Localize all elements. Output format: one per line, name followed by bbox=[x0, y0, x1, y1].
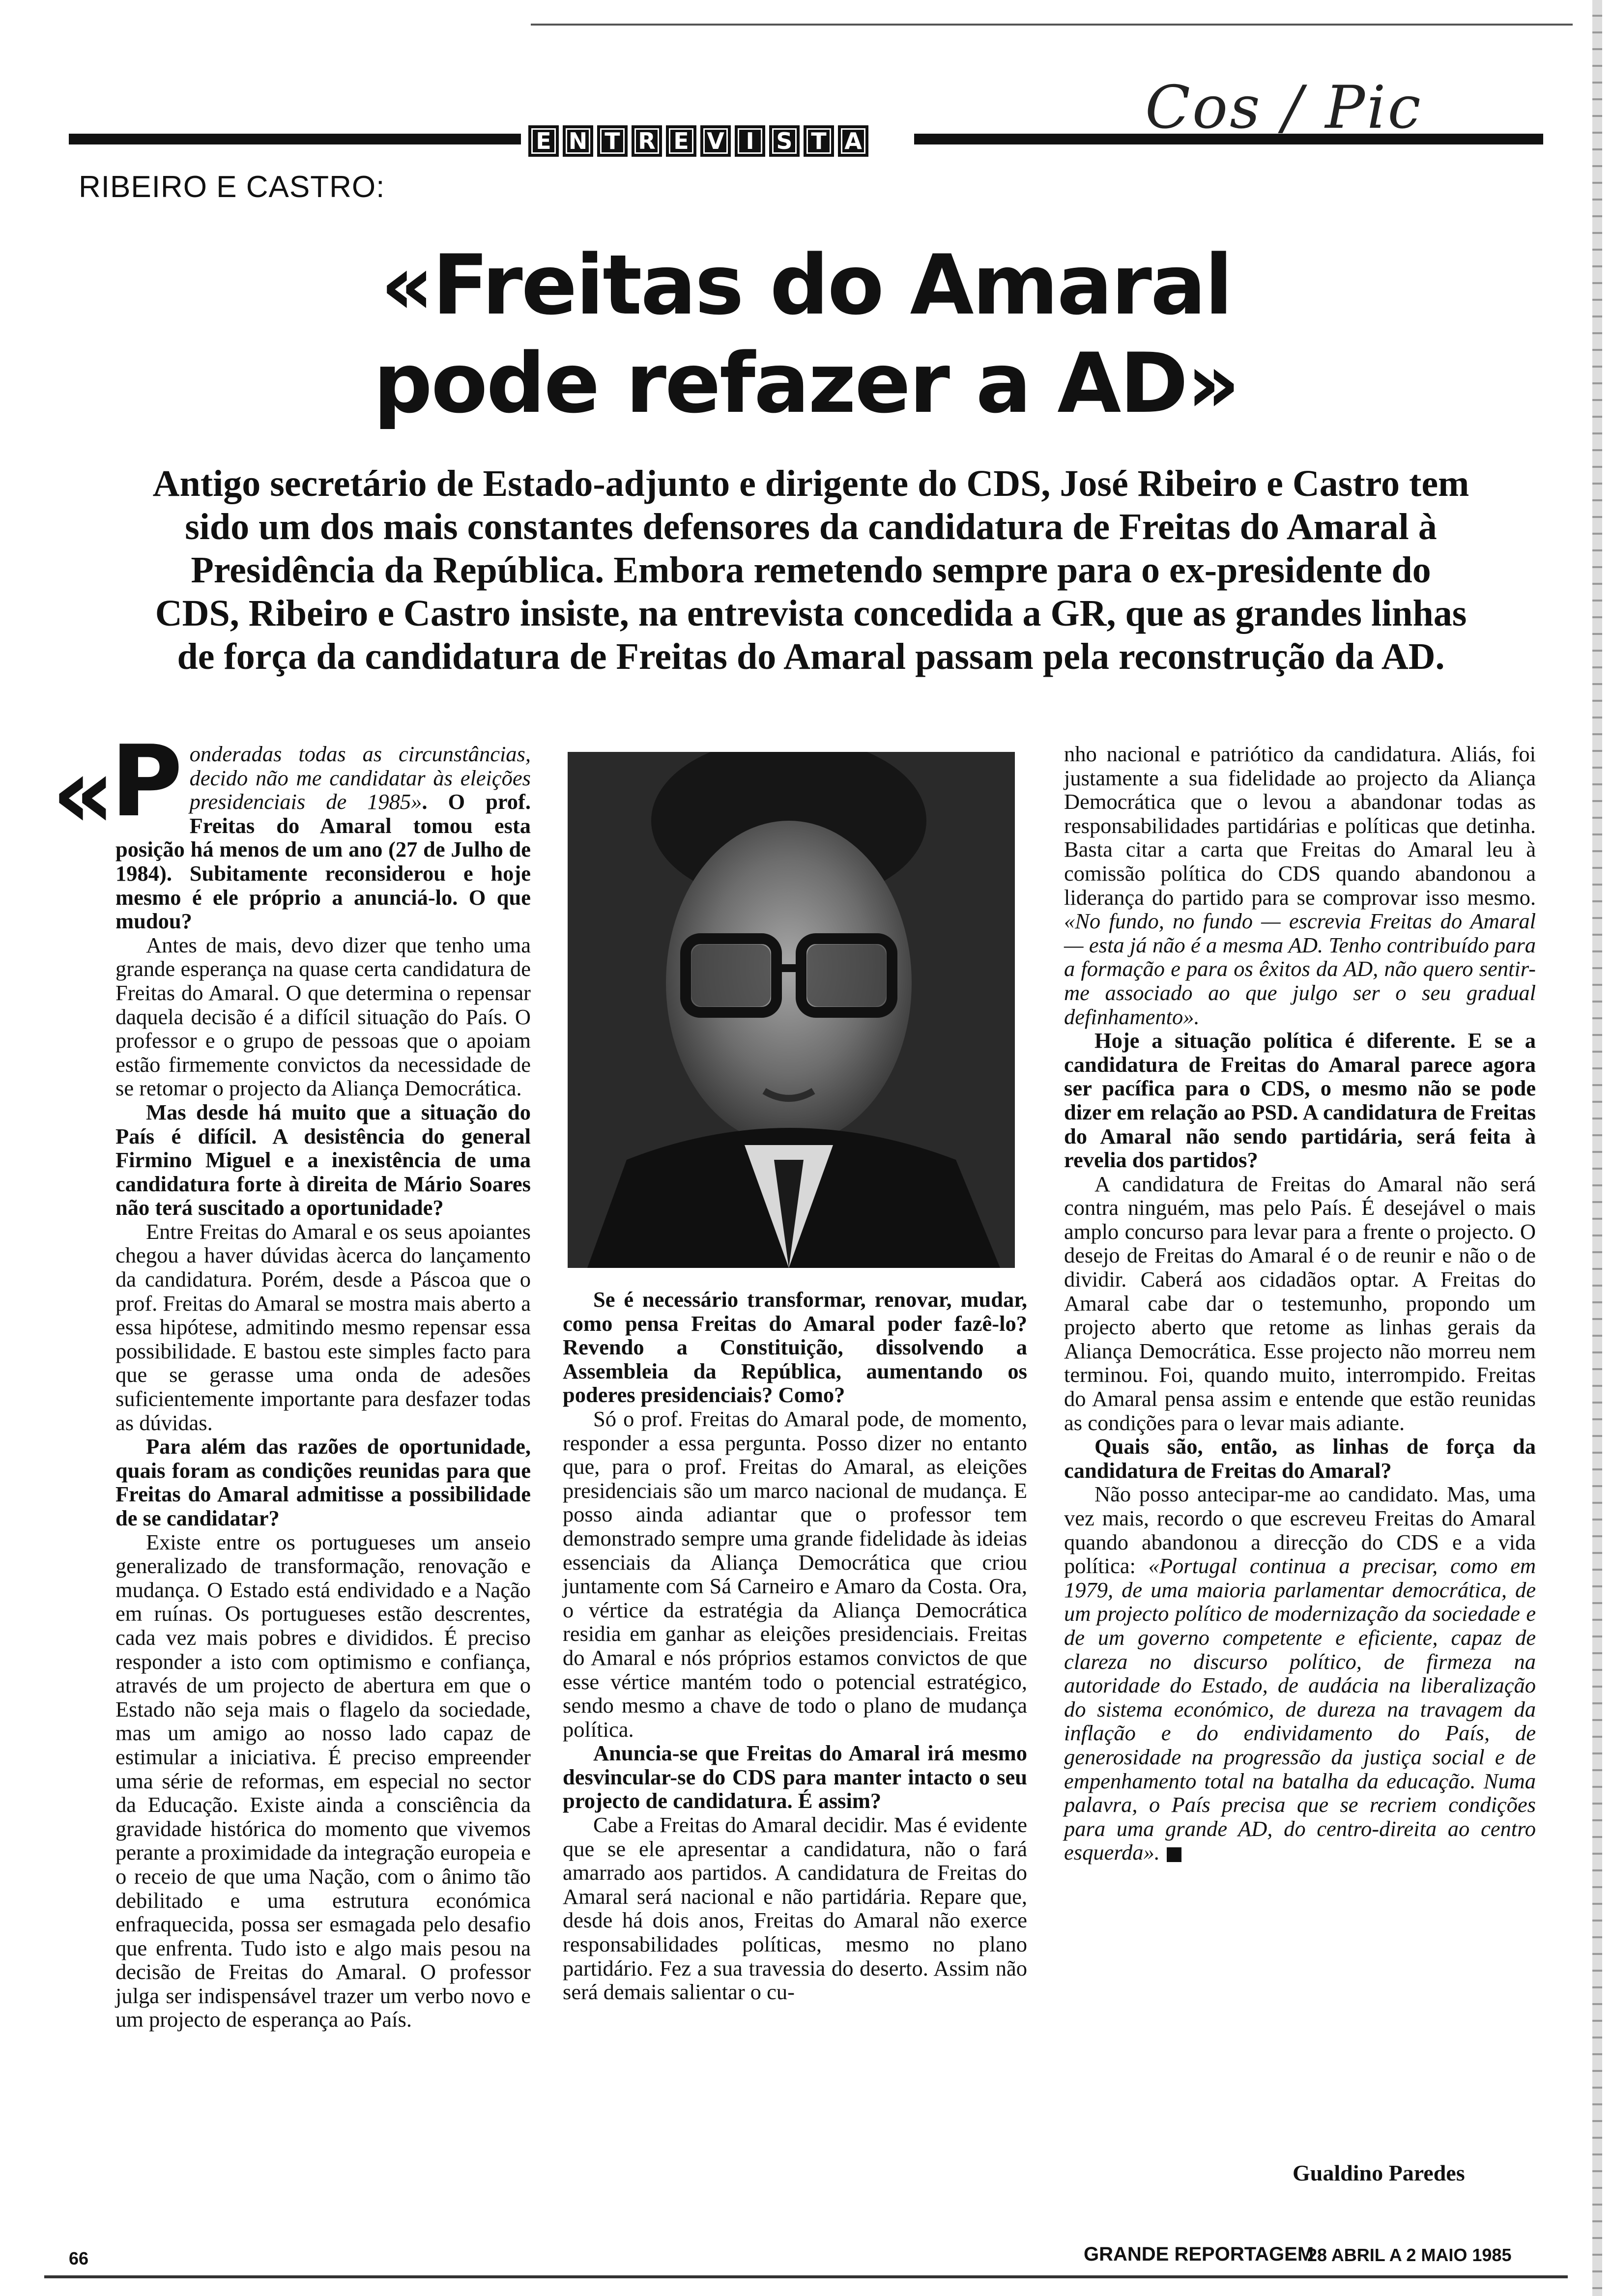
column-3-body bbox=[1064, 1029, 1536, 1482]
interview-question: Quais são, então, as linhas de força da candidatura de Freitas do Amaral? bbox=[1064, 1434, 1536, 1483]
column-2-body bbox=[563, 1288, 1027, 2004]
interview-answer: Cabe a Freitas do Amaral decidir. Mas é evidente que se ele apresentar a candidatura, não o fará amarrado aos partidos. A candidatura de Freitas do Amaral será nacional e não partidária. Repare que, desde há dois anos, Freitas do Amaral não exerce responsabilidades políticas, mesmo no plano partidário. Fez a sua travessia do deserto. Assim não será demais salientar o cu- bbox=[563, 1812, 1027, 2005]
column-1-body bbox=[115, 933, 531, 2032]
column-3-intro bbox=[1064, 742, 1536, 1029]
interview-answer: A candidatura de Freitas do Amaral não será contra ninguém, mas pelo País. É desejável o mais amplo concurso para levar para a frente o projecto. O desejo de Freitas do Amaral é o de reunir e não o de dividir. Caberá aos cidadãos optar. A Freitas do Amaral cabe dar o testemunho, propondo um projecto aberto que retome as linhas gerais da Aliança Democrática. Esse projecto não morreu nem terminou. Foi, quando muito, interrompido. Freitas do Amaral pensa assim e entende que estão reunidas as condições para o levar mais adiante. bbox=[1064, 1171, 1536, 1435]
interview-answer: Antes de mais, devo dizer que tenho uma grande esperança na quase certa candidatura de Freitas do Amaral. O que determina o repensar daquela decisão é a difícil situação do País. O professor e o grupo de pessoas que o apoiam estão firmemente convictos da necessidade de se retomar o projecto da Aliança Democrática. bbox=[115, 932, 531, 1101]
section-letter: E bbox=[666, 125, 696, 157]
headline-line-1: «Freitas do Amaral bbox=[380, 237, 1232, 333]
headline bbox=[0, 236, 1612, 432]
interview-answer: Só o prof. Freitas do Amaral pode, de momento, responder a essa pergunta. Posso dizer no entanto que, para o prof. Freitas do Amaral, as eleições presidenciais são um marco nacional de mudança. E posso ainda adiantar que o professor tem demonstrado sempre uma grande fidelidade às ideias essenciais da Aliança Democrática que criou juntamente com Sá Carneiro e Amaro da Costa. Ora, o vértice da estratégia da Aliança Democrática residia em ganhar as eleições presidenciais. Freitas do Amaral e nós próprios estamos convictos de que esse vértice mantém todo o potencial estratégico, sendo mesmo a chave de todo o plano de mudança política. bbox=[563, 1406, 1027, 1742]
column-3-intro-text: nho nacional e patriótico da candidatura. Aliás, foi justamente a sua fidelidade ao projecto da Aliança Democrática que o levou a abandonar todas as responsabilidades partidárias e políticas que detinha. Basta citar a carta que Freitas do Amaral leu à comissão política do CDS quando abandonou a liderança do partido para se comprovar isso mesmo. bbox=[1064, 742, 1536, 910]
top-rule bbox=[531, 24, 1573, 26]
section-letter: E bbox=[528, 125, 559, 157]
section-letter: V bbox=[700, 125, 731, 157]
section-label-entrevista bbox=[528, 125, 868, 157]
portrait-illustration bbox=[568, 752, 1015, 1268]
section-letter: I bbox=[735, 125, 765, 157]
bottom-rule bbox=[44, 2275, 1568, 2278]
section-letter: T bbox=[597, 125, 628, 157]
interview-question: Se é necessário transformar, renovar, mudar, como pensa Freitas do Amaral poder fazê-lo? Revendo a Constituição, dissolvendo a Assembleia da República, aumentando os poderes presidenciais? Como? bbox=[563, 1287, 1027, 1407]
headline-line-2: pode refazer a AD» bbox=[373, 335, 1239, 431]
interview-question: Para além das razões de oportunidade, quais foram as condições reunidas para que Freitas do Amaral admitisse a possibilidade de se candidatar? bbox=[115, 1434, 531, 1530]
interview-answer: Entre Freitas do Amaral e os seus apoiantes chegou a haver dúvidas àcerca do lançamento da candidatura. Porém, desde a Páscoa que o prof. Freitas do Amaral se mostra mais aberto a essa hipótese, admitindo mesmo repensar essa possibilidade. E bastou este simples facto para que se gerasse uma onda de adesões suficientemente importante para desfazer todas as dúvidas. bbox=[115, 1219, 531, 1435]
column-3-final-answer bbox=[1064, 1482, 1536, 1865]
interview-answer: Existe entre os portugueses um anseio generalizado de transformação, renovação e mudança. O Estado está endividado e a Nação em ruínas. Os portugueses estão descrentes, cada vez mais pobres e divididos. É preciso responder a isto com optimismo e confiança, através de um projecto de abertura em que o Estado não seja mais o flagelo da sociedade, mas um amigo ao nosso lado capaz de estimular a iniciativa. É preciso empreender uma série de reformas, em especial no sector da Educação. Existe ainda a consciência da gravidade histórica do momento que vivemos perante a proximidade da integração europeia e o receio de que uma Nação, com o ânimo tão debilitado e uma estrutura económica enfraquecida, possa ser esmagada pelo desafio que enfrenta. Tudo isto e algo mais pesou na decisão de Freitas do Amaral. O professor julga ser indispensável trazer um verbo novo e um projecto de esperança ao País. bbox=[115, 1529, 531, 2032]
interview-question: Anuncia-se que Freitas do Amaral irá mesmo desvincular-se do CDS para manter intacto o seu projecto de candidatura. É assim? bbox=[563, 1741, 1027, 1813]
section-letter: S bbox=[769, 125, 800, 157]
column-3-final-quote: «Portugal continua a precisar, como em 1979, de uma maioria parlamentar democrática, de um projecto político de modernização da sociedade e de um governo competente e eficiente, capaz de clareza no discurso político, de firmeza na autoridade do Estado, de audácia na liberalização do sistema económico, de dureza na travagem da inflação e do endividamento do País, de generosidade na progressão da justiça social e de empenhamento total na batalha da educação. Numa palavra, o País precisa que se recriem condições para uma grande AD, do centro-direita ao centro esquerda». bbox=[1064, 1553, 1536, 1865]
opening-quote-text: onderadas todas as circunstâncias, decido não me candidatar às eleições presidenciais de 1985» bbox=[189, 742, 531, 814]
column-3 bbox=[1064, 742, 1536, 1865]
lead-paragraph: Antigo secretário de Estado-adjunto e dirigente do CDS, José Ribeiro e Castro tem sido um dos mais constantes defensores da candidatura de Freitas do Amaral à Presidência da República. Embora remetendo sempre para o ex-presidente do CDS, Ribeiro e Castro insiste, na entrevista concedida a GR, que as grandes linhas de força da candidatura de Freitas do Amaral passam pela reconstrução da AD. bbox=[152, 463, 1469, 677]
column-1 bbox=[111, 724, 531, 2032]
portrait-photo bbox=[568, 752, 1015, 1268]
publication-name: GRANDE REPORTAGEM bbox=[1084, 2243, 1314, 2265]
end-mark bbox=[1167, 1847, 1181, 1862]
opening-question bbox=[111, 724, 531, 934]
handwritten-note: Cos / Pic bbox=[1145, 74, 1423, 142]
section-letter: T bbox=[804, 125, 834, 157]
opening-question-text: . O prof. Freitas do Amaral tomou esta posição há menos de um ano (27 de Julho de 1984). Subitamente reconsiderou e hoje mesmo é ele próprio a anunciá-lo. O que mudou? bbox=[115, 789, 531, 934]
kicker: RIBEIRO E CASTRO: bbox=[79, 170, 385, 204]
section-letter: R bbox=[632, 125, 662, 157]
opening-quote-mark: « bbox=[52, 736, 115, 851]
column-3-intro-quote: «No fundo, no fundo — escrevia Freitas do Amaral — esta já não é a mesma AD. Tenho contribuído para a formação e para os êxitos da AD, não quero sentir-me associado ao que julgo ser o seu gradual definhamento». bbox=[1064, 909, 1536, 1029]
issue-date: 28 ABRIL A 2 MAIO 1985 bbox=[1307, 2245, 1512, 2265]
section-band-left bbox=[69, 134, 521, 144]
author-signature: Gualdino Paredes bbox=[1293, 2160, 1465, 2185]
interview-question: Mas desde há muito que a situação do País é difícil. A desistência do general Firmino Miguel e a inexistência de uma candidatura forte à direita de Mário Soares não terá suscitado a oportunidade? bbox=[115, 1099, 531, 1220]
section-letter: N bbox=[563, 125, 593, 157]
section-letter: A bbox=[838, 125, 868, 157]
column-3-final-text: Não posso antecipar-me ao candidato. Mas, uma vez mais, recordo o que escreveu Freitas do Amaral quando abandonou a direcção do CDS e a vida política: bbox=[1064, 1482, 1536, 1578]
page-number: 66 bbox=[69, 2248, 89, 2268]
column-2 bbox=[563, 1288, 1027, 2004]
interview-question: Hoje a situação política é diferente. E se a candidatura de Freitas do Amaral parece agora ser pacífica para o CDS, o mesmo não se pode dizer em relação ao PSD. A candidatura de Freitas do Amaral não sendo partidária, será feita à revelia dos partidos? bbox=[1064, 1028, 1536, 1173]
drop-cap: P bbox=[111, 724, 183, 839]
